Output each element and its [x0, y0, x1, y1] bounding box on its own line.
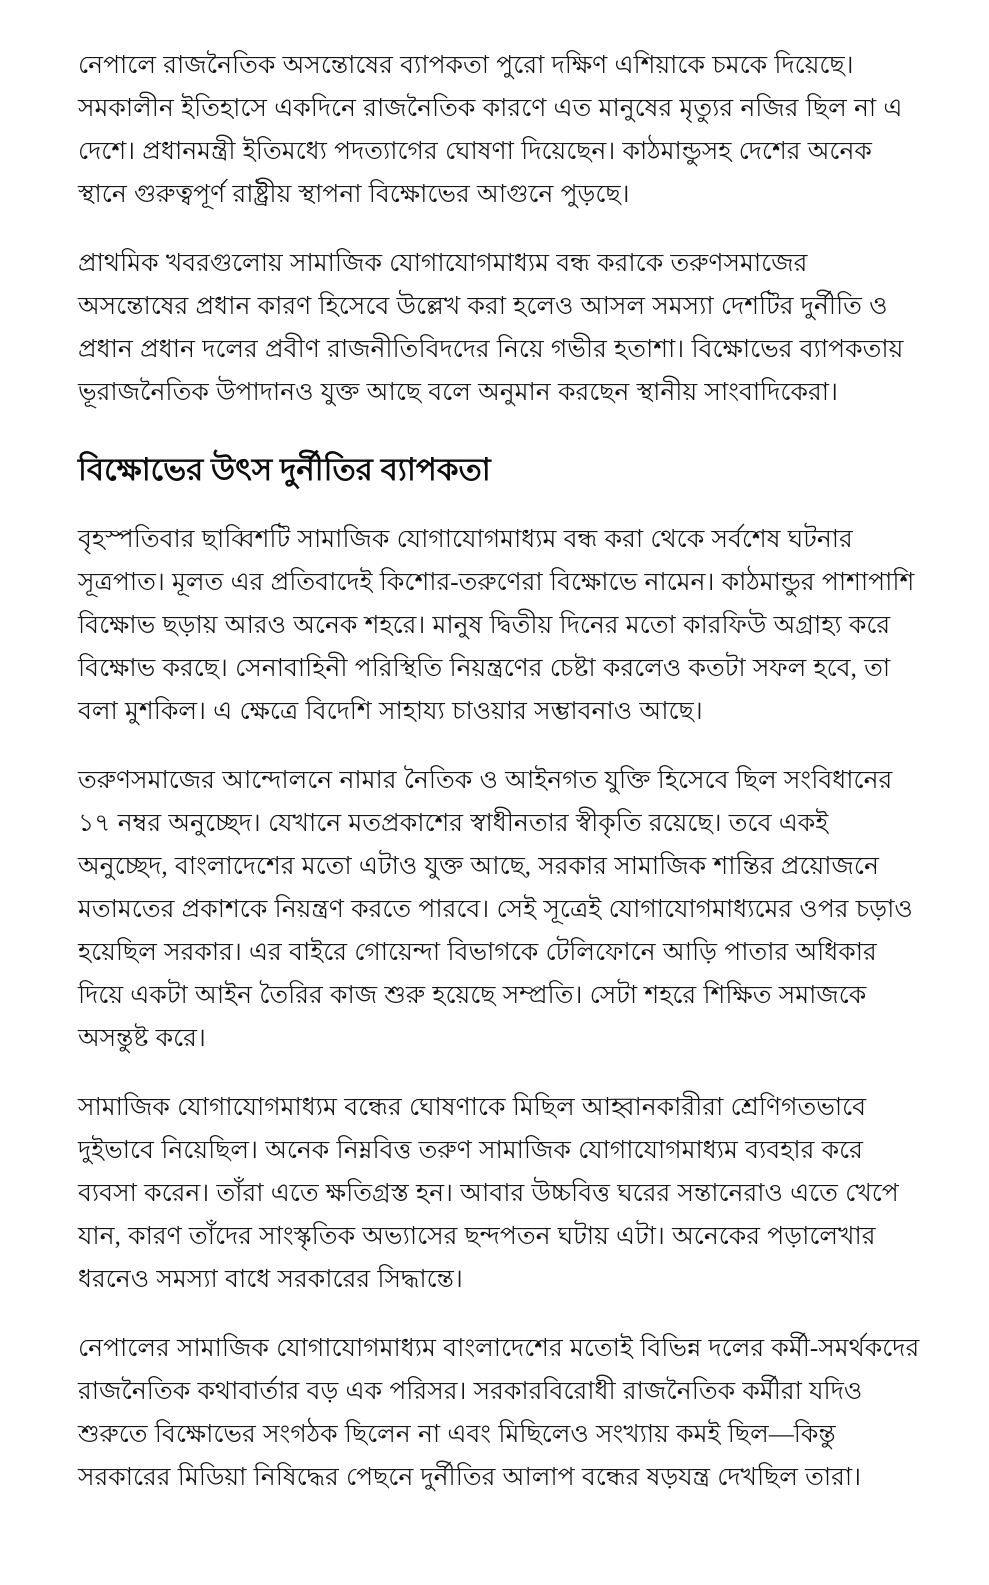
body-paragraph-4: নেপালের সামাজিক যোগাযোগমাধ্যম বাংলাদেশের মতোই বিভিন্ন দলের কর্মী-সমর্থকদের রাজনৈতিক কথাবার্তার বড় এক পরিসর। সরকারবিরোধী রাজনৈতিক কর্মীরা যদিও শুরুতে বিক্ষোভের সংগঠক ছিলেন না এবং মিছিলেও সংখ্যায় কমই ছিল—কিন্তু সরকারের মিডিয়া নিষিদ্ধের পেছনে দুর্নীতির আলাপ বন্ধের ষড়যন্ত্র দেখছিল তারা। [78, 1335, 920, 1491]
body-paragraph-3: সামাজিক যোগাযোগমাধ্যম বন্ধের ঘোষণাকে মিছিল আহ্বানকারীরা শ্রেণিগতভাবে দুইভাবে নিয়েছিল। অনেক নিম্নবিত্ত তরুণ সামাজিক যোগাযোগমাধ্যম ব্যবহার করে ব্যবসা করেন। তাঁরা এতে ক্ষতিগ্রস্ত হন। আবার উচ্চবিত্ত ঘরের সন্তানেরাও এতে খেপে যান, কারণ তাঁদের সাংস্কৃতিক অভ্যাসের ছন্দপতন ঘটায় এটা। অনেকের পড়ালেখার ধরনেও সমস্যা বাধে সরকারের সিদ্ধান্তে। [78, 1094, 899, 1293]
body-paragraph-2: তরুণসমাজের আন্দোলনে নামার নৈতিক ও আইনগত যুক্তি হিসেবে ছিল সংবিধানের ১৭ নম্বর অনুচ্ছেদ। যেখানে মতপ্রকাশের স্বাধীনতার স্বীকৃতি রয়েছে। তবে একই অনুচ্ছেদ, বাংলাদেশের মতো এটাও যুক্ত আছে, সরকার সামাজিক শান্তির প্রয়োজনে মতামতের প্রকাশকে নিয়ন্ত্রণ করতে পারবে। সেই সূত্রেই যোগাযোগমাধ্যমের ওপর চড়াও হয়েছিল সরকার। এর বাইরে গোয়েন্দা বিভাগকে টেলিফোনে আড়ি পাতার অধিকার দিয়ে একটা আইন তৈরির কাজ শুরু হয়েছে সম্প্রতি। সেটা শহরে শিক্ষিত সমাজকে অসন্তুষ্ট করে। [78, 767, 913, 1052]
news-article [78, 44, 921, 1499]
section-heading: বিক্ষোভের উৎস দুর্নীতির ব্যাপকতা [78, 452, 491, 487]
body-paragraph-1: বৃহস্পতিবার ছাব্বিশটি সামাজিক যোগাযোগমাধ্যম বন্ধ করা থেকে সর্বশেষ ঘটনার সূত্রপাত। মূলত এর প্রতিবাদেই কিশোর-তরুণেরা বিক্ষোভে নামেন। কাঠমান্ডুর পাশাপাশি বিক্ষোভ ছড়ায় আরও অনেক শহরে। মানুষ দ্বিতীয় দিনের মতো কারফিউ অগ্রাহ্য করে বিক্ষোভ করছে। সেনাবাহিনী পরিস্থিতি নিয়ন্ত্রণের চেষ্টা করলেও কতটা সফল হবে, তা বলা মুশকিল। এ ক্ষেত্রে বিদেশি সাহায্য চাওয়ার সম্ভাবনাও আছে। [78, 526, 915, 725]
intro-paragraph-2: প্রাথমিক খবরগুলোয় সামাজিক যোগাযোগমাধ্যম বন্ধ করাকে তরুণসমাজের অসন্তোষের প্রধান কারণ হিসেবে উল্লেখ করা হলেও আসল সমস্যা দেশটির দুর্নীতি ও প্রধান প্রধান দলের প্রবীণ রাজনীতিবিদদের নিয়ে গভীর হতাশা। বিক্ষোভের ব্যাপকতায় ভূরাজনৈতিক উপাদানও যুক্ত আছে বলে অনুমান করছেন স্থানীয় সাংবাদিকেরা। [78, 250, 904, 406]
intro-paragraph-1: নেপালে রাজনৈতিক অসন্তোষের ব্যাপকতা পুরো দক্ষিণ এশিয়াকে চমকে দিয়েছে। সমকালীন ইতিহাসে একদিনে রাজনৈতিক কারণে এত মানুষের মৃত্যুর নজির ছিল না এ দেশে। প্রধানমন্ত্রী ইতিমধ্যে পদত্যাগের ঘোষণা দিয়েছেন। কাঠমান্ডুসহ দেশের অনেক স্থানে গুরুত্বপূর্ণ রাষ্ট্রীয় স্থাপনা বিক্ষোভের আগুনে পুড়ছে। [78, 52, 903, 208]
